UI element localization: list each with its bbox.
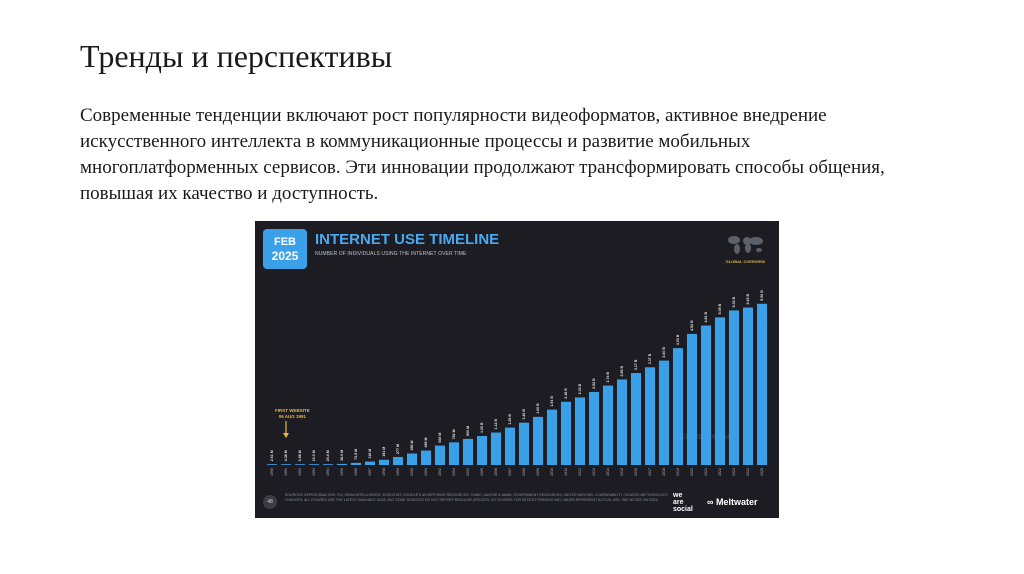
logo-social: social bbox=[673, 506, 693, 513]
year-label-2016: 2016 bbox=[633, 468, 638, 476]
bar-2000 bbox=[407, 454, 417, 465]
year-label-2019: 2019 bbox=[675, 468, 680, 476]
year-label-1990: 1990 bbox=[269, 468, 274, 476]
year-label-2003: 2003 bbox=[451, 468, 456, 476]
value-label-2025: 5.56 B bbox=[759, 290, 764, 301]
bar-2007 bbox=[505, 428, 515, 465]
bar-2011 bbox=[561, 402, 571, 465]
year-label-1998: 1998 bbox=[381, 468, 386, 476]
value-label-1990: 2.61 M bbox=[269, 450, 274, 462]
bar-2017 bbox=[645, 367, 655, 465]
value-label-2023: 5.33 B bbox=[731, 296, 736, 308]
page-number: 48 bbox=[263, 495, 277, 509]
bar-2020 bbox=[687, 334, 697, 465]
first-website-line2: 06 AUG 1991 bbox=[278, 414, 307, 419]
year-label-2015: 2015 bbox=[619, 468, 624, 476]
value-label-2013: 2.52 B bbox=[591, 378, 596, 389]
year-label-1994: 1994 bbox=[325, 468, 330, 476]
first-website-line1: FIRST WEBSITE bbox=[275, 408, 310, 413]
year-label-2022: 2022 bbox=[717, 468, 722, 476]
year-label-1996: 1996 bbox=[353, 468, 358, 476]
year-label-2018: 2018 bbox=[661, 468, 666, 476]
value-label-2010: 1.91 B bbox=[549, 396, 554, 407]
value-label-1993: 10.0 M bbox=[311, 450, 316, 462]
bar-2016 bbox=[631, 373, 641, 465]
bar-1994 bbox=[323, 464, 333, 465]
year-label-2010: 2010 bbox=[549, 468, 554, 476]
value-label-2005: 1.00 B bbox=[479, 422, 484, 433]
value-label-1997: 118 M bbox=[367, 448, 372, 459]
year-label-2023: 2023 bbox=[731, 468, 736, 476]
global-overview-label: GLOBAL OVERVIEW bbox=[725, 259, 765, 264]
bar-2024 bbox=[743, 308, 753, 465]
bar-1997 bbox=[365, 462, 375, 465]
meltwater-label: Meltwater bbox=[715, 497, 758, 507]
value-label-1995: 38.0 M bbox=[339, 449, 344, 461]
value-label-2014: 2.74 B bbox=[605, 371, 610, 383]
year-label-2012: 2012 bbox=[577, 468, 582, 476]
value-label-2019: 4.03 B bbox=[675, 334, 680, 346]
meltwater-icon: ∞ bbox=[707, 497, 714, 507]
value-label-2001: 499 M bbox=[423, 437, 428, 448]
value-label-2020: 4.52 B bbox=[689, 320, 694, 331]
year-label-2020: 2020 bbox=[689, 468, 694, 476]
bar-2022 bbox=[715, 317, 725, 465]
year-label-1992: 1992 bbox=[297, 468, 302, 476]
value-label-2009: 1.66 B bbox=[535, 403, 540, 414]
year-label-1997: 1997 bbox=[367, 468, 372, 476]
first-website-annotation bbox=[275, 408, 310, 420]
bar-2005 bbox=[477, 436, 487, 465]
year-label-2007: 2007 bbox=[507, 468, 512, 476]
value-label-2002: 669 M bbox=[437, 432, 442, 443]
value-label-2007: 1.29 B bbox=[507, 413, 512, 425]
value-label-2021: 4.81 B bbox=[703, 311, 708, 323]
year-label-1993: 1993 bbox=[311, 468, 316, 476]
year-label-2002: 2002 bbox=[437, 468, 442, 476]
value-label-2008: 1.46 B bbox=[521, 409, 526, 420]
bar-1991 bbox=[281, 464, 291, 465]
bar-2012 bbox=[575, 397, 585, 465]
bar-2003 bbox=[449, 442, 459, 465]
value-label-2006: 1.12 B bbox=[493, 418, 498, 430]
bar-2010 bbox=[547, 410, 557, 465]
year-label-1995: 1995 bbox=[339, 468, 344, 476]
bar-2001 bbox=[421, 451, 431, 465]
value-label-1994: 20.4 M bbox=[325, 450, 330, 462]
sources-footnote: SOURCES: KEPIOS ANALYSIS; ITU; GSMA INTELLIGENCE; EUROSTAT; GOOGLE'S ADVERTISING RESOURCES; CNNIC; KANTAR & IAMAI; GOVERNMENT RESOURCES; UNITED NATIONS. COMPARABILITY: SOURCE METHODOLOGY CHANGES; ALL FIGURES USE THE LATEST AVAILABLE DATA, BUT SOME SOURCES DO NOT REPORT REGULAR UPDATES, SO FIGURES FOR RECENT PERIODS MAY UNDER-REPRESENT ACTUAL USE. SEE NOTES ON DATA. bbox=[285, 493, 669, 502]
year-label-2008: 2008 bbox=[521, 468, 526, 476]
value-label-2024: 5.43 B bbox=[745, 293, 750, 305]
year-label-2014: 2014 bbox=[605, 468, 610, 476]
bar-2002 bbox=[435, 446, 445, 465]
meltwater-logo bbox=[707, 497, 757, 507]
logo-we: we bbox=[673, 492, 683, 499]
value-label-1991: 4.38 M bbox=[283, 450, 288, 462]
value-label-2016: 3.17 B bbox=[633, 359, 638, 371]
value-label-1992: 6.98 M bbox=[297, 450, 302, 462]
value-label-2018: 3.60 B bbox=[661, 347, 666, 358]
year-label-2021: 2021 bbox=[703, 468, 708, 476]
year-label-2000: 2000 bbox=[409, 468, 414, 476]
value-label-2004: 900 M bbox=[465, 425, 470, 436]
slide-body-text: Современные тенденции включают рост популярности видеоформатов, активное внедрение искусственного интеллекта в коммуникационные процессы и развитие мобильных многоплатформенных сервисов. Эти инновации продолжают трансформировать способы общения, повышая их качество и доступность. bbox=[80, 105, 885, 204]
bar-2009 bbox=[533, 417, 543, 465]
bar-1999 bbox=[393, 457, 403, 465]
year-label-2001: 2001 bbox=[423, 468, 428, 476]
bar-2014 bbox=[603, 386, 613, 465]
bar-2018 bbox=[659, 361, 669, 465]
year-label-2025: 2025 bbox=[759, 468, 764, 476]
year-label-2009: 2009 bbox=[535, 468, 540, 476]
bar-2008 bbox=[519, 423, 529, 465]
year-label-1991: 1991 bbox=[283, 468, 288, 476]
year-label-2013: 2013 bbox=[591, 468, 596, 476]
bar-1990 bbox=[267, 464, 277, 465]
year-label-2004: 2004 bbox=[465, 468, 470, 476]
bar-1993 bbox=[309, 464, 319, 465]
bar-2023 bbox=[729, 310, 739, 465]
bar-2015 bbox=[617, 379, 627, 465]
year-label-2017: 2017 bbox=[647, 468, 652, 476]
value-label-1998: 181 M bbox=[381, 446, 386, 457]
value-label-2015: 2.95 B bbox=[619, 365, 624, 377]
bar-2021 bbox=[701, 326, 711, 465]
value-label-2017: 3.37 B bbox=[647, 353, 652, 365]
we-are-social-logo bbox=[673, 492, 693, 513]
value-label-1999: 277 M bbox=[395, 443, 400, 454]
year-label-2024: 2024 bbox=[745, 468, 750, 476]
bar-1998 bbox=[379, 460, 389, 465]
value-label-2022: 5.09 B bbox=[717, 303, 722, 315]
infographic-title: INTERNET USE TIMELINE bbox=[315, 231, 500, 248]
year-label-2011: 2011 bbox=[563, 468, 568, 476]
logo-are: are bbox=[673, 499, 684, 506]
value-label-2011: 2.18 B bbox=[563, 388, 568, 399]
bar-2013 bbox=[589, 392, 599, 465]
first-website-arrow-head bbox=[283, 433, 289, 438]
bar-2004 bbox=[463, 439, 473, 465]
badge-year: 2025 bbox=[271, 249, 299, 263]
bar-2019 bbox=[673, 348, 683, 465]
badge-month: FEB bbox=[274, 236, 296, 248]
internet-users-bar-chart bbox=[255, 221, 779, 518]
value-label-2012: 2.33 B bbox=[577, 383, 582, 395]
value-label-2000: 396 M bbox=[409, 440, 414, 451]
value-label-1996: 73.5 M bbox=[353, 448, 358, 460]
year-label-1999: 1999 bbox=[395, 468, 400, 476]
bar-2006 bbox=[491, 433, 501, 465]
slide-title: Тренды и перспективы bbox=[80, 38, 393, 74]
bar-1995 bbox=[337, 464, 347, 465]
bar-2025 bbox=[757, 304, 767, 465]
bar-1992 bbox=[295, 464, 305, 465]
value-label-2003: 782 M bbox=[451, 429, 456, 440]
infographic-subtitle: NUMBER OF INDIVIDUALS USING THE INTERNET OVER TIME bbox=[315, 251, 467, 257]
year-label-2006: 2006 bbox=[493, 468, 498, 476]
year-label-2005: 2005 bbox=[479, 468, 484, 476]
bar-1996 bbox=[351, 463, 361, 465]
internet-use-infographic bbox=[255, 221, 779, 518]
